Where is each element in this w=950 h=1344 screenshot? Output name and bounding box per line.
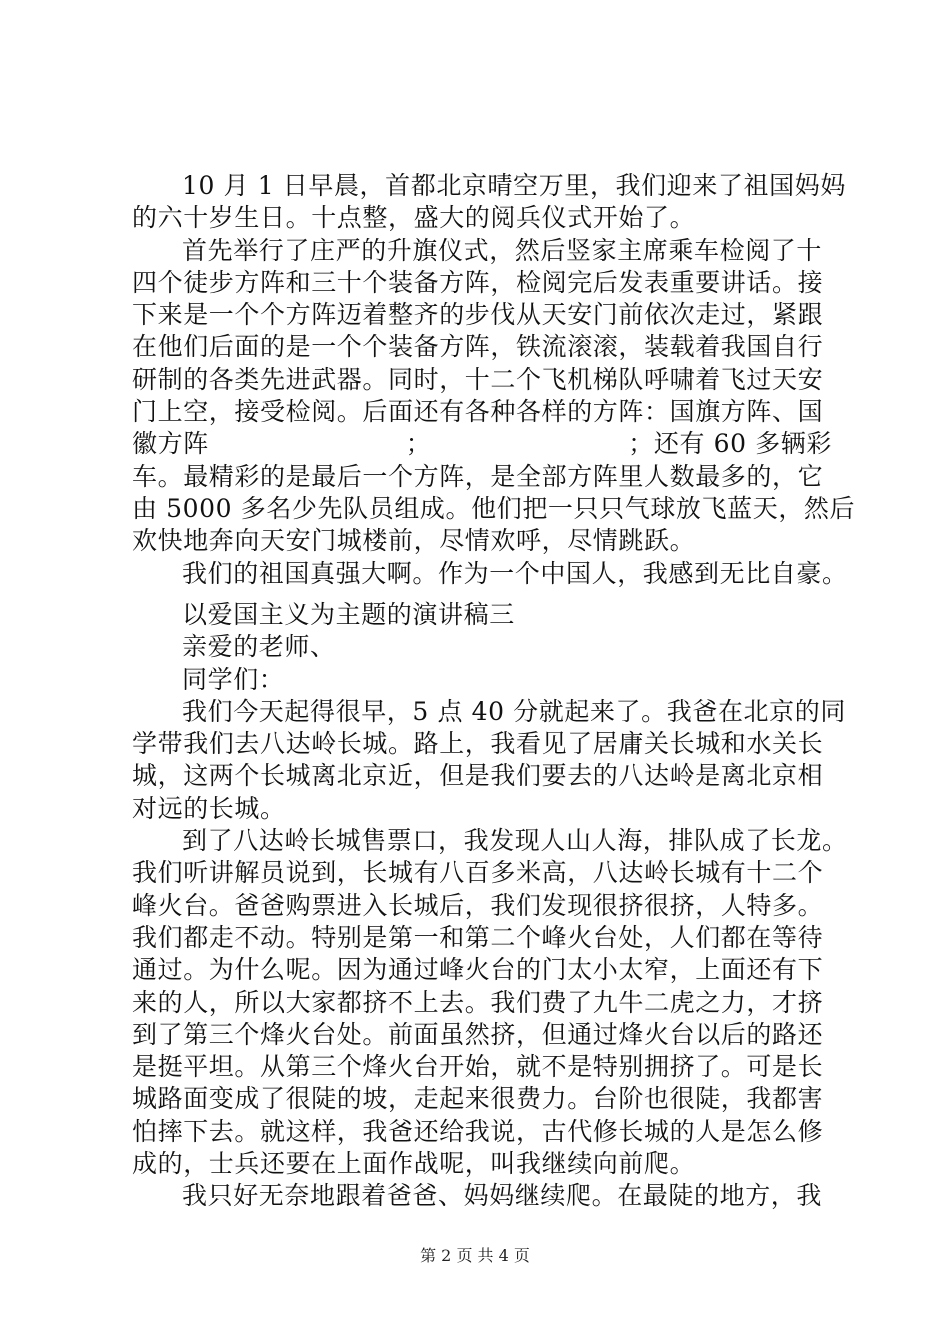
text-line: 研制的各类先进武器。同时，十二个飞机梯队呼啸着飞过天安: [132, 364, 824, 394]
text-line: 对远的长城。: [132, 793, 286, 823]
text-line: 我们今天起得很早，5 点 40 分就起来了。我爸在北京的同: [182, 696, 846, 726]
text-line: 首先举行了庄严的升旗仪式，然后竖家主席乘车检阅了十: [182, 235, 823, 265]
text-line: 到了第三个烽火台处。前面虽然挤，但通过烽火台以后的路还: [132, 1019, 824, 1049]
text-line: 是挺平坦。从第三个烽火台开始，就不是特别拥挤了。可是长: [132, 1052, 824, 1082]
text-line: 车。最精彩的是最后一个方阵，是全部方阵里人数最多的，它: [132, 461, 824, 491]
text-line: 10 月 1 日早晨，首都北京晴空万里，我们迎来了祖国妈妈: [182, 171, 846, 200]
text-line: 的六十岁生日。十点整，盛大的阅兵仪式开始了。: [132, 203, 696, 233]
text-line: 怕摔下去。就这样，我爸还给我说，古代修长城的人是怎么修: [132, 1116, 824, 1146]
text-line: 在他们后面的是一个个装备方阵，铁流滚滚，装载着我国自行: [132, 332, 824, 362]
text-line: 我们的祖国真强大啊。作为一个中国人，我感到无比自豪。: [182, 558, 848, 588]
text-segment: ；: [405, 429, 432, 459]
text-line: 我们都走不动。特别是第一和第二个峰火台处，人们都在等待: [132, 922, 824, 952]
text-line: [132, 428, 832, 460]
page-footer: 第 2 页 共 4 页: [420, 1246, 530, 1265]
text-line: 以爱国主义为主题的演讲稿三: [182, 600, 515, 629]
text-line: 四个徒步方阵和三十个装备方阵，检阅完后发表重要讲话。接: [132, 267, 824, 297]
text-line: 下来是一个个方阵迈着整齐的步伐从天安门前依次走过，紧跟: [132, 300, 824, 330]
text-line: 峰火台。爸爸购票进入长城后，我们发现很挤很挤，人特多。: [132, 890, 824, 920]
text-line: 同学们：: [182, 664, 285, 694]
text-line: 来的人，所以大家都挤不上去。我们费了九牛二虎之力，才挤: [132, 987, 824, 1017]
text-segment: 徽方阵: [132, 429, 209, 459]
article-block-2: [132, 599, 848, 1213]
text-line: 学带我们去八达岭长城。路上，我看见了居庸关长城和水关长: [132, 729, 824, 759]
text-segment: ；还有 60 多辆彩: [628, 429, 832, 459]
text-line: 成的，士兵还要在上面作战呢，叫我继续向前爬。: [132, 1149, 696, 1179]
text-line: 我们听讲解员说到，长城有八百多米高，八达岭长城有十二个: [132, 858, 824, 888]
text-line: 城，这两个长城离北京近，但是我们要去的八达岭是离北京相: [132, 761, 824, 791]
text-line: 亲爱的老师、: [182, 632, 336, 662]
text-line: 城路面变成了很陡的坡，走起来很费力。台阶也很陡，我都害: [132, 1084, 824, 1114]
text-line: 我只好无奈地跟着爸爸、妈妈继续爬。在最陡的地方，我: [182, 1181, 823, 1211]
text-line: 由 5000 多名少先队员组成。他们把一只只气球放飞蓝天，然后: [132, 493, 856, 523]
text-line: 门上空，接受检阅。后面还有各种各样的方阵：国旗方阵、国: [132, 397, 824, 427]
article-block-1: [132, 170, 856, 590]
text-line: 通过。为什么呢。因为通过峰火台的门太小太窄，上面还有下: [132, 955, 824, 985]
text-line: 欢快地奔向天安门城楼前，尽情欢呼，尽情跳跃。: [132, 526, 696, 556]
text-line: 到了八达岭长城售票口，我发现人山人海，排队成了长龙。: [182, 826, 848, 856]
